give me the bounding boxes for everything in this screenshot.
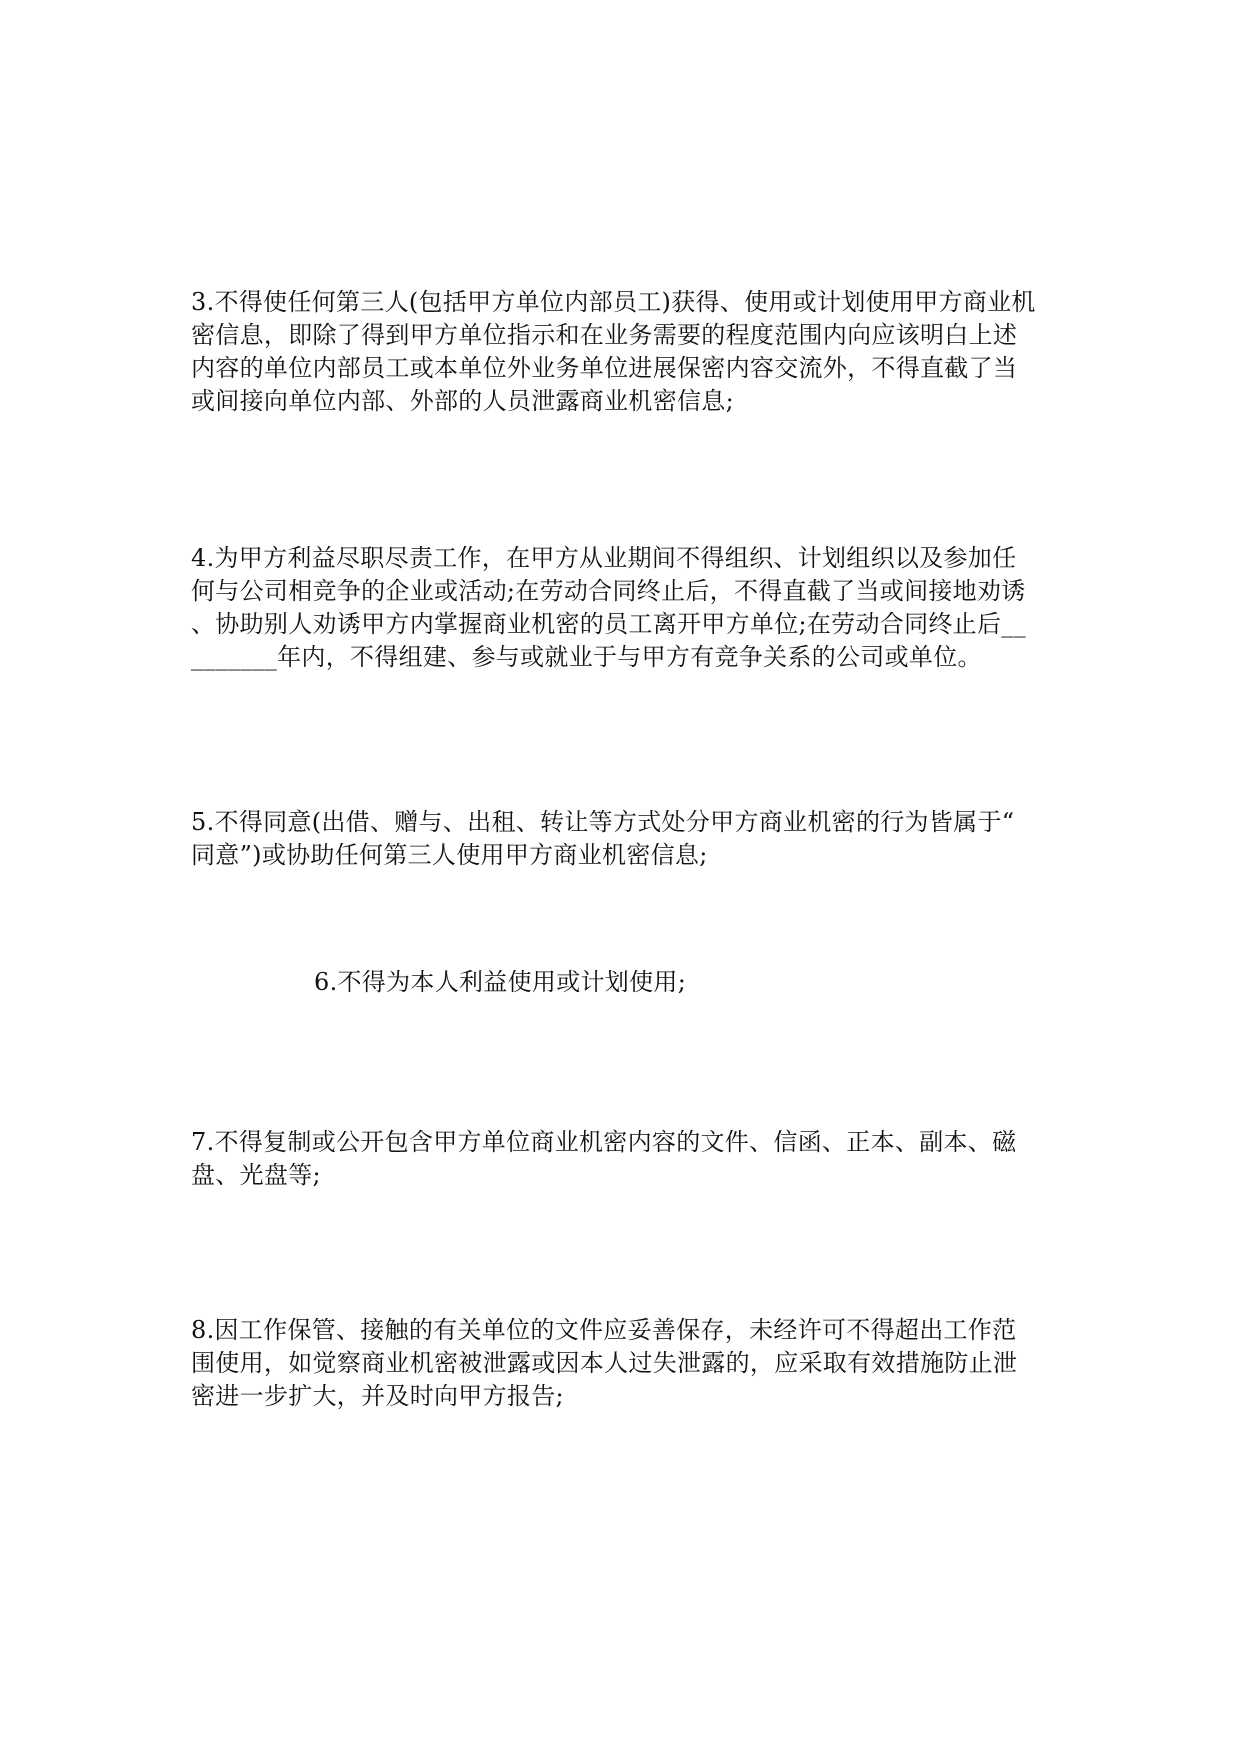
clause-3-line-2: 密信息，即除了得到甲方单位指示和在业务需要的程度范围内向应该明白上述	[191, 321, 1018, 349]
clause-5-line-2: 同意”)或协助任何第三人使用甲方商业机密信息;	[191, 841, 708, 869]
clause-3-paragraph	[191, 286, 1051, 418]
clause-8-line-3: 密进一步扩大，并及时向甲方报告;	[191, 1382, 564, 1410]
clause-8-line-2: 围使用，如觉察商业机密被泄露或因本人过失泄露的，应采取有效措施防止泄	[191, 1349, 1018, 1377]
clause-7-paragraph	[191, 1126, 1051, 1192]
clause-3-line-1: 3.不得使任何第三人(包括甲方单位内部员工)获得、使用或计划使用甲方商业机	[191, 288, 1036, 316]
clause-8-paragraph	[191, 1314, 1051, 1413]
clause-6-paragraph	[314, 966, 1174, 999]
clause-8-line-1: 8.因工作保管、接触的有关单位的文件应妥善保存，未经许可不得超出工作范	[191, 1316, 1017, 1344]
clause-4-line-1: 4.为甲方利益尽职尽责工作，在甲方从业期间不得组织、计划组织以及参加任	[191, 544, 1017, 572]
clause-7-line-2: 盘、光盘等;	[191, 1161, 321, 1189]
clause-3-line-4: 或间接向单位内部、外部的人员泄露商业机密信息;	[191, 387, 734, 415]
clause-4-line-4: _______年内，不得组建、参与或就业于与甲方有竞争关系的公司或单位。	[191, 643, 982, 671]
clause-5-line-1: 5.不得同意(出借、赠与、出租、转让等方式处分甲方商业机密的行为皆属于“	[191, 808, 1015, 836]
clause-5-paragraph	[191, 806, 1051, 872]
clause-4-paragraph	[191, 542, 1051, 674]
clause-6-line-1: 6.不得为本人利益使用或计划使用;	[314, 968, 687, 996]
clause-7-line-1: 7.不得复制或公开包含甲方单位商业机密内容的文件、信函、正本、副本、磁	[191, 1128, 1017, 1156]
clause-4-line-2: 何与公司相竞争的企业或活动;在劳动合同终止后，不得直截了当或间接地劝诱	[191, 577, 1026, 605]
clause-4-line-3: 、协助别人劝诱甲方内掌握商业机密的员工离开甲方单位;在劳动合同终止后__	[191, 610, 1026, 638]
clause-3-line-3: 内容的单位内部员工或本单位外业务单位进展保密内容交流外，不得直截了当	[191, 354, 1018, 382]
